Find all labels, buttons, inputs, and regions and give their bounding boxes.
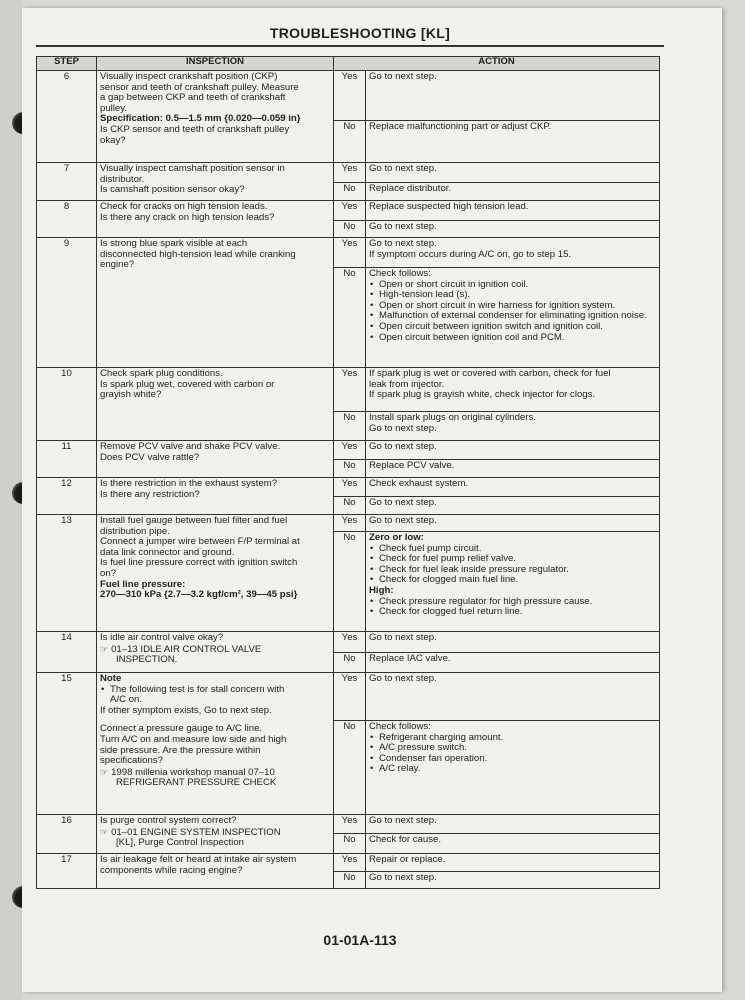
inspection-cell — [97, 163, 334, 201]
step-number: 13 — [37, 515, 97, 632]
reference-text: 01–01 ENGINE SYSTEM INSPECTION — [111, 826, 281, 838]
inspection-line: If other symptom exists, Go to next step. — [100, 704, 272, 716]
list-item: • Check fuel pump circuit. — [369, 544, 656, 555]
inspection-line: Is strong blue spark visible at each — [100, 238, 248, 249]
action-line: If spark plug is wet or covered with carbon, check for fuel — [369, 368, 611, 379]
inspection-cell — [97, 441, 334, 478]
inspection-line: distributor. — [100, 173, 145, 185]
action-cell: Replace suspected high tension lead. — [366, 201, 660, 221]
table-row — [37, 673, 660, 721]
reference-text: 01–13 IDLE AIR CONTROL VALVE — [111, 643, 262, 655]
action-cell: Go to next step. — [366, 497, 660, 515]
inspection-line: Visually inspect camshaft position sensor in — [100, 163, 285, 174]
note-list — [100, 685, 330, 706]
step-number: 14 — [37, 632, 97, 673]
action-line: If symptom occurs during A/C on, go to step 15. — [369, 248, 572, 260]
table-header-row — [37, 57, 660, 71]
list-item: • Check for fuel leak inside pressure regulator. — [369, 565, 656, 576]
action-group-heading: Zero or low: — [369, 532, 424, 543]
yes-label: Yes — [334, 478, 366, 497]
action-cell: Go to next step. — [366, 815, 660, 834]
yes-label: Yes — [334, 515, 366, 532]
reference-text: 1998 millenia workshop manual 07–10 — [111, 766, 275, 778]
yes-label: Yes — [334, 815, 366, 834]
action-cell: Check exhaust system. — [366, 478, 660, 497]
inspection-line: data link connector and ground. — [100, 546, 235, 558]
step-number: 8 — [37, 201, 97, 238]
inspection-line: Is there restriction in the exhaust system? — [100, 478, 278, 489]
table-row — [37, 815, 660, 834]
inspection-question: Is CKP sensor and teeth of crankshaft pulley — [100, 123, 290, 135]
column-header-action: ACTION — [334, 57, 660, 71]
inspection-question: okay? — [100, 134, 126, 146]
action-cell: Replace PCV valve. — [366, 460, 660, 478]
action-line: Go to next step. — [369, 422, 437, 434]
no-label: No — [334, 653, 366, 673]
inspection-line: Is fuel line pressure correct with ignition switch — [100, 557, 298, 569]
action-cell — [366, 412, 660, 441]
reference-text: INSPECTION. — [116, 654, 178, 666]
action-line: If spark plug is grayish white, check injector for clogs. — [369, 389, 596, 401]
list-item: • High-tension lead (s). — [369, 290, 656, 301]
inspection-cell — [97, 71, 334, 163]
page-number: 01-01A-113 — [323, 932, 397, 948]
action-cell: Go to next step. — [366, 632, 660, 653]
inspection-line: Install fuel gauge between fuel filter and fuel — [100, 515, 288, 526]
yes-label: Yes — [334, 854, 366, 872]
action-cell: Go to next step. — [366, 441, 660, 460]
inspection-cell — [97, 515, 334, 632]
action-cell: Go to next step. — [366, 515, 660, 532]
list-item — [100, 685, 330, 706]
action-cell — [366, 532, 660, 632]
inspection-cell — [97, 673, 334, 815]
inspection-cell — [97, 238, 334, 368]
action-cell — [366, 721, 660, 815]
action-cell: Go to next step. — [366, 872, 660, 889]
table-row — [37, 515, 660, 532]
list-item: • A/C pressure switch. — [369, 743, 656, 754]
list-item: • Malfunction of external condenser for eliminating ignition noise. — [369, 311, 656, 322]
yes-label: Yes — [334, 368, 366, 412]
list-item: • Open circuit between ignition coil and PCM. — [369, 333, 656, 344]
column-header-inspection: INSPECTION — [97, 57, 334, 71]
reference-text: [KL], Purge Control Inspection — [116, 837, 244, 849]
list-item: • Check for clogged main fuel line. — [369, 575, 656, 586]
no-label: No — [334, 121, 366, 163]
table-row — [37, 71, 660, 121]
inspection-line: components while racing engine? — [100, 864, 243, 876]
no-label: No — [334, 872, 366, 889]
yes-label: Yes — [334, 163, 366, 183]
inspection-line: Connect a pressure gauge to A/C line. — [100, 723, 263, 735]
step-number: 11 — [37, 441, 97, 478]
reference-pointer-icon: ☞ — [100, 643, 109, 654]
inspection-line: Visually inspect crankshaft position (CKP) — [100, 71, 278, 82]
no-label: No — [334, 497, 366, 515]
inspection-line: Connect a jumper wire between F/P terminal at — [100, 536, 300, 548]
note-text: A/C on. — [110, 694, 142, 706]
inspection-line: Remove PCV valve and shake PCV valve. — [100, 441, 281, 452]
action-cell: Replace malfunctioning part or adjust CKP. — [366, 121, 660, 163]
yes-label: Yes — [334, 201, 366, 221]
step-number: 6 — [37, 71, 97, 163]
no-label: No — [334, 532, 366, 632]
action-cell: Replace IAC valve. — [366, 653, 660, 673]
list-item: • Open or short circuit in ignition coil. — [369, 280, 656, 291]
list-item: • Open circuit between ignition switch and ignition coil. — [369, 322, 656, 333]
inspection-line: specifications? — [100, 755, 163, 767]
action-cell: Go to next step. — [366, 163, 660, 183]
reference-pointer-icon: ☞ — [100, 826, 109, 837]
specification: Specification: 0.5—1.5 mm {0.020—0.059 in} — [100, 113, 301, 125]
step-number: 10 — [37, 368, 97, 441]
action-cell: Check for cause. — [366, 834, 660, 854]
action-line: Install spark plugs on original cylinders. — [369, 412, 536, 423]
action-cell: Repair or replace. — [366, 854, 660, 872]
inspection-line: engine? — [100, 259, 135, 271]
yes-label: Yes — [334, 632, 366, 653]
check-list — [369, 280, 656, 344]
inspection-line: pulley. — [100, 102, 128, 114]
action-cell: Go to next step. — [366, 71, 660, 121]
inspection-line: Is idle air control valve okay? — [100, 632, 224, 643]
column-header-step: STEP — [37, 57, 97, 71]
step-number: 16 — [37, 815, 97, 854]
action-cell — [366, 268, 660, 368]
table-row — [37, 441, 660, 460]
inspection-line: Is there any crack on high tension leads? — [100, 211, 275, 223]
step-number: 15 — [37, 673, 97, 815]
note-text: The following test is for stall concern with — [110, 683, 285, 695]
no-label: No — [334, 721, 366, 815]
no-label: No — [334, 834, 366, 854]
inspection-cell — [97, 368, 334, 441]
table-row — [37, 163, 660, 183]
reference-text: REFRIGERANT PRESSURE CHECK — [116, 777, 277, 789]
inspection-line: Is there any restriction? — [100, 488, 200, 500]
table-row — [37, 478, 660, 497]
inspection-line: Check spark plug conditions. — [100, 368, 223, 379]
inspection-line: Is purge control system correct? — [100, 815, 237, 826]
action-line: Go to next step. — [369, 238, 437, 249]
table-row — [37, 201, 660, 221]
no-label: No — [334, 460, 366, 478]
list-item: • Check for clogged fuel return line. — [369, 607, 656, 618]
specification-value: 270—310 kPa {2.7—3.2 kgf/cm², 39—45 psi} — [100, 589, 298, 601]
inspection-line: grayish white? — [100, 389, 162, 401]
inspection-line: Turn A/C on and measure low side and high — [100, 733, 287, 745]
list-item: • Check for fuel pump relief valve. — [369, 554, 656, 565]
action-cell: Replace distributor. — [366, 183, 660, 201]
inspection-line: Is spark plug wet, covered with carbon or — [100, 378, 275, 390]
inspection-line: sensor and teeth of crankshaft pulley. Measure — [100, 81, 299, 93]
list-item: • Check pressure regulator for high pressure cause. — [369, 597, 656, 608]
no-label: No — [334, 412, 366, 441]
check-list — [369, 544, 656, 586]
inspection-line: Check for cracks on high tension leads. — [100, 201, 268, 212]
troubleshooting-table — [36, 56, 660, 889]
inspection-line: a gap between CKP and teeth of crankshaft — [100, 92, 286, 104]
action-line: leak from injector. — [369, 378, 445, 390]
step-number: 7 — [37, 163, 97, 201]
table-row — [37, 368, 660, 412]
check-list — [369, 733, 656, 775]
action-line: Check follows: — [369, 268, 431, 279]
list-item: • Open or short circuit in wire harness for ignition system. — [369, 301, 656, 312]
inspection-cell — [97, 632, 334, 673]
specification-label: Fuel line pressure: — [100, 578, 186, 590]
yes-label: Yes — [334, 441, 366, 460]
inspection-cell — [97, 201, 334, 238]
inspection-line: side pressure. Are the pressure within — [100, 744, 261, 756]
yes-label: Yes — [334, 673, 366, 721]
action-cell: Go to next step. — [366, 221, 660, 238]
step-number: 17 — [37, 854, 97, 889]
action-cell: Go to next step. — [366, 673, 660, 721]
inspection-line: disconnected high-tension lead while cranking — [100, 248, 296, 260]
step-number: 12 — [37, 478, 97, 515]
action-cell — [366, 368, 660, 412]
yes-label: Yes — [334, 71, 366, 121]
inspection-line: Is camshaft position sensor okay? — [100, 184, 245, 196]
yes-label: Yes — [334, 238, 366, 268]
no-label: No — [334, 221, 366, 238]
action-cell — [366, 238, 660, 268]
inspection-line: on? — [100, 567, 117, 579]
table-row — [37, 238, 660, 268]
inspection-cell — [97, 478, 334, 515]
action-group-heading: High: — [369, 584, 394, 596]
table-row — [37, 854, 660, 872]
note-heading: Note — [100, 673, 122, 684]
inspection-line: Is air leakage felt or heard at intake air system — [100, 854, 297, 865]
inspection-cell — [97, 815, 334, 854]
title-rule — [36, 45, 664, 47]
list-item: • Condenser fan operation. — [369, 754, 656, 765]
inspection-line: distribution pipe. — [100, 525, 170, 537]
check-list — [369, 597, 656, 618]
inspection-line: Does PCV valve rattle? — [100, 451, 200, 463]
no-label: No — [334, 268, 366, 368]
list-item: • Refrigerant charging amount. — [369, 733, 656, 744]
list-item: • A/C relay. — [369, 764, 656, 775]
step-number: 9 — [37, 238, 97, 368]
page-title: TROUBLESHOOTING [KL] — [269, 25, 451, 41]
inspection-cell — [97, 854, 334, 889]
table-row — [37, 632, 660, 653]
action-line: Check follows: — [369, 721, 431, 732]
no-label: No — [334, 183, 366, 201]
reference-pointer-icon: ☞ — [100, 766, 109, 777]
